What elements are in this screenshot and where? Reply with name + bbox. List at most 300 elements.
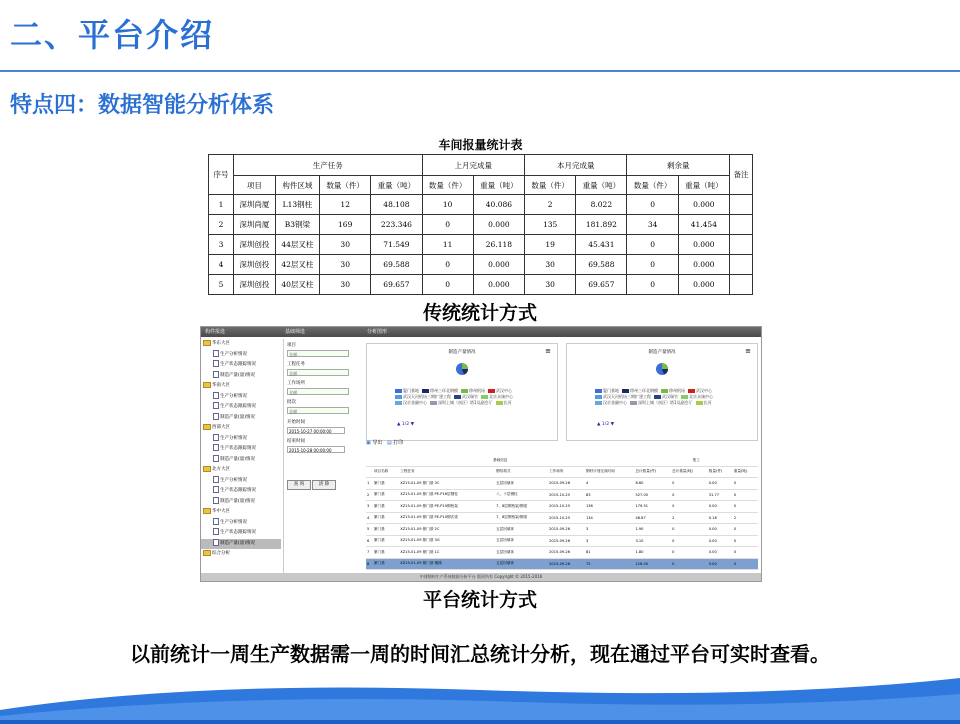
col-group-production-task: 生产任务 — [234, 155, 423, 176]
task-select[interactable]: 全部 — [287, 369, 349, 376]
table-cell: 40.086 — [473, 195, 524, 215]
grid-cell: 0 — [671, 489, 708, 501]
tree-leaf-node[interactable] — [201, 434, 281, 445]
legend-item[interactable] — [430, 400, 493, 406]
grid-cell: 8 — [366, 558, 373, 570]
table-cell: 30 — [525, 255, 576, 275]
table-cell: 181.892 — [576, 215, 627, 235]
legend-swatch — [395, 389, 402, 393]
legend-item[interactable] — [630, 400, 693, 406]
tree-leaf-node[interactable] — [201, 371, 281, 382]
grid-cell: 五层回填体 — [495, 478, 548, 490]
pie-icon — [455, 362, 469, 376]
grid-cell: 3 — [366, 501, 373, 513]
table-cell: 0.000 — [473, 275, 524, 295]
filter-label-process: 工作场所 — [287, 381, 305, 386]
col-subheader: 重量（吨） — [678, 176, 729, 195]
tree-leaf-node[interactable] — [201, 350, 281, 361]
folder-icon — [203, 424, 211, 430]
tree-leaf-node[interactable] — [201, 528, 281, 539]
tree-node-label: 制造产量(量)情况 — [220, 540, 256, 546]
tree-node-label: 综合分析 — [212, 551, 230, 556]
tree-folder-node[interactable] — [201, 507, 281, 518]
tree-node-label: 生产分析情况 — [220, 351, 247, 357]
grid-cell: 5 — [366, 524, 373, 536]
table-cell: 深圳创投 — [234, 235, 276, 255]
grid-cell: 厦门基 — [373, 478, 399, 490]
grid-cell: 7、8层钢桁架/钢梁 — [495, 501, 548, 513]
batch-select[interactable]: 全部 — [287, 407, 349, 414]
legend-label: 武汉天河机场三期扩建工程 — [603, 394, 651, 399]
tree-leaf-node[interactable] — [201, 402, 281, 413]
tree-node-label: 生产分析情况 — [220, 393, 247, 399]
document-icon — [213, 528, 219, 535]
grid-cell: XZ15-01-09 厦门基 PE-P10钢桁架 — [399, 501, 495, 513]
data-grid — [366, 455, 758, 570]
folder-icon — [203, 508, 211, 514]
grid-cell: XZ15-01-09 厦门基 楼梯 — [399, 558, 495, 570]
document-icon — [213, 350, 219, 357]
legend-swatch — [496, 401, 503, 405]
col-subheader: 数量（件） — [422, 176, 473, 195]
clear-button[interactable]: 清 除 — [312, 480, 336, 490]
table-cell: 8.022 — [576, 195, 627, 215]
folder-icon — [203, 382, 211, 388]
grid-cell: 2015-10-25 — [548, 489, 585, 501]
grid-cell: 81 — [585, 547, 634, 559]
tree-node-label: 生产状态跟踪情况 — [220, 488, 256, 493]
table-cell: 45.431 — [576, 235, 627, 255]
legend-swatch — [595, 395, 602, 399]
col-header-remark: 备注 — [730, 155, 753, 195]
grid-cell: 厦门基 — [373, 501, 399, 513]
grid-subgroup-header: 报工 — [634, 455, 758, 466]
grid-cell: 厦门基 — [373, 489, 399, 501]
table-cell: 19 — [525, 235, 576, 255]
grid-cell: 31.77 — [708, 489, 733, 501]
grid-cell: 0 — [671, 535, 708, 547]
table-cell: L13钢柱 — [275, 195, 319, 215]
tree-node-label: 北方大区 — [212, 467, 230, 472]
process-select[interactable]: 全部 — [287, 388, 349, 395]
legend-label: 武汉中心 — [696, 388, 712, 393]
grid-cell: 2 — [733, 512, 758, 524]
filter-label-project: 项目 — [287, 343, 296, 348]
tree-node-label: 生产状态跟踪情况 — [220, 362, 256, 367]
grid-cell: 4 — [585, 478, 634, 490]
grid-cell: 3.10 — [634, 535, 671, 547]
table-cell: 0 — [627, 255, 678, 275]
tree-folder-node[interactable] — [201, 465, 281, 476]
grid-cell: 0.00 — [708, 535, 733, 547]
document-icon — [213, 371, 219, 378]
table-cell: 42层叉柱 — [275, 255, 319, 275]
table-cell: 12 — [320, 195, 371, 215]
grid-cell: 2015-09-26 — [548, 478, 585, 490]
tree-node-label: 生产分析情况 — [220, 435, 247, 441]
legend-swatch — [595, 389, 602, 393]
menu-icon[interactable]: ≡ — [745, 347, 751, 355]
table-cell: 5 — [209, 275, 234, 295]
title-divider — [0, 70, 960, 72]
table-cell: B3钢梁 — [275, 215, 319, 235]
table-cell: 0 — [422, 215, 473, 235]
col-group-remaining: 剩余量 — [627, 155, 730, 176]
grid-cell: 0 — [733, 478, 758, 490]
grid-col-header[interactable]: 数量(件) — [708, 466, 733, 478]
grid-group-header: 基础信息 — [366, 455, 634, 466]
tree-node-label: 生产状态跟踪情况 — [220, 446, 256, 451]
table-cell: 11 — [422, 235, 473, 255]
legend-label: 厦门基地 — [403, 388, 419, 393]
legend-swatch — [395, 395, 402, 399]
page-title: 二、平台介绍 — [10, 16, 215, 54]
table-cell: 0 — [627, 195, 678, 215]
grid-cell: 0 — [671, 547, 708, 559]
col-subheader: 数量（件） — [525, 176, 576, 195]
col-subheader: 构件区域 — [275, 176, 319, 195]
legend-pager[interactable]: ▲ 1/2 ▼ — [397, 422, 415, 427]
chart-legend — [395, 388, 545, 406]
legend-label: 汉京金融中心 — [603, 400, 627, 405]
legend-label: 徐州机场 — [669, 388, 685, 393]
tab-component-select[interactable]: 构件报选 — [205, 329, 226, 335]
tree-leaf-node[interactable] — [201, 518, 281, 529]
grid-cell: XZ15-01-09 厦门基 1C — [399, 547, 495, 559]
grid-row[interactable] — [366, 512, 758, 524]
grid-cell: 八、十层钢柱 — [495, 489, 548, 501]
table-cell: 71.549 — [371, 235, 422, 255]
table-row — [209, 195, 753, 215]
legend-swatch — [454, 395, 461, 399]
tree-node-label: 制造产量(量)情况 — [220, 372, 256, 378]
table-row — [209, 215, 753, 235]
table-cell: 3 — [209, 235, 234, 255]
table-cell: 深圳创投 — [234, 255, 276, 275]
table-cell — [730, 215, 753, 235]
table-cell: 深圳尚厦 — [234, 215, 276, 235]
legend-swatch — [461, 389, 468, 393]
summary-text: 以前统计一周生产数据需一周的时间汇总统计分析，现在通过平台可实时查看。 — [130, 642, 830, 666]
grid-cell: 6 — [366, 535, 373, 547]
grid-cell: 2015-10-25 — [548, 512, 585, 524]
legend-swatch — [395, 401, 402, 405]
legend-swatch — [595, 401, 602, 405]
legend-item[interactable] — [496, 400, 512, 406]
tree-node-label: 华中大区 — [212, 509, 230, 514]
table-cell: 0 — [422, 275, 473, 295]
legend-label: 徐州三环北钢模 — [630, 388, 658, 393]
table-cell: 69.657 — [371, 275, 422, 295]
tab-analysis-chart[interactable]: 分析图形 — [367, 329, 388, 335]
col-group-this-month: 本月完成量 — [525, 155, 627, 176]
tree-leaf-node[interactable] — [201, 539, 281, 550]
table-cell: 0.000 — [473, 255, 524, 275]
document-icon — [213, 497, 219, 504]
project-select[interactable]: 全部 — [287, 350, 349, 357]
grid-cell: 3 — [585, 535, 634, 547]
table-cell: 69.657 — [576, 275, 627, 295]
table-cell: 169 — [320, 215, 371, 235]
filter-label-batch: 批次 — [287, 400, 296, 405]
chart-title: 制造产量情况 — [448, 350, 476, 355]
table-cell — [730, 235, 753, 255]
table-cell: 0 — [627, 275, 678, 295]
filter-label-task: 工程任务 — [287, 362, 305, 367]
grid-row[interactable] — [366, 535, 758, 547]
col-group-last-month: 上月完成量 — [422, 155, 524, 176]
tree-leaf-node[interactable] — [201, 392, 281, 403]
table-cell: 0.000 — [678, 275, 729, 295]
document-icon — [213, 413, 219, 420]
table-caption: 车间报量统计表 — [438, 138, 523, 152]
grid-cell: 2015-09-26 — [548, 558, 585, 570]
tree-node-label: 制造产量(量)情况 — [220, 498, 256, 504]
document-icon — [213, 455, 219, 462]
legend-label: 武汉天河机场三期扩建工程 — [403, 394, 451, 399]
tree-folder-node[interactable] — [201, 549, 281, 560]
grid-cell: 0 — [671, 558, 708, 570]
tree-leaf-node[interactable] — [201, 486, 281, 497]
tree-leaf-node[interactable] — [201, 444, 281, 455]
pie-chart-panel-2 — [566, 343, 758, 441]
grid-cell: 2015-09-26 — [548, 524, 585, 536]
table-cell — [730, 255, 753, 275]
table-cell: 4 — [209, 255, 234, 275]
tree-folder-node[interactable] — [201, 423, 281, 434]
legend-swatch — [654, 395, 661, 399]
grid-col-header[interactable]: 工作场所 — [548, 466, 585, 478]
table-cell — [730, 195, 753, 215]
grid-cell: 0 — [671, 501, 708, 513]
table-cell: 30 — [320, 235, 371, 255]
legend-label: 武汉瑞竹 — [662, 394, 678, 399]
grid-cell: 厦门基 — [373, 547, 399, 559]
document-icon — [213, 518, 219, 525]
col-subheader: 重量（吨） — [371, 176, 422, 195]
tree-node-label: 华东大区 — [212, 341, 230, 346]
table-cell: 0.000 — [473, 215, 524, 235]
table-row — [209, 235, 753, 255]
legend-swatch — [681, 395, 688, 399]
legend-item[interactable] — [595, 400, 627, 406]
table-cell: 30 — [320, 275, 371, 295]
legend-pager[interactable]: ▲ 1/2 ▼ — [597, 422, 615, 427]
grid-cell: 8.60 — [634, 478, 671, 490]
export-button[interactable]: 导出 — [372, 440, 383, 446]
table-cell — [730, 275, 753, 295]
grid-row[interactable] — [366, 547, 758, 559]
table-cell: 0.000 — [678, 235, 729, 255]
start-time-input[interactable]: 2015-10-27 00:00:00 — [287, 427, 345, 434]
grid-cell: 0.00 — [708, 501, 733, 513]
legend-swatch — [688, 389, 695, 393]
tree-leaf-node[interactable] — [201, 360, 281, 371]
grid-cell: 厦门基 — [373, 512, 399, 524]
grid-col-header[interactable]: 钢材计划完成时间 — [585, 466, 634, 478]
grid-col-header[interactable]: 总计数量(件) — [634, 466, 671, 478]
chart-title: 制造产量情况 — [648, 350, 676, 355]
legend-label: 徐州机场 — [469, 388, 485, 393]
grid-cell: 7 — [366, 547, 373, 559]
grid-col-header[interactable]: 项目名称 — [373, 466, 399, 478]
tree-node-label: 生产分析情况 — [220, 477, 247, 483]
platform-screenshot — [200, 326, 762, 582]
legend-swatch — [488, 389, 495, 393]
grid-cell: 1.80 — [634, 547, 671, 559]
grid-cell: 116.00 — [634, 558, 671, 570]
grid-cell: 2 — [671, 512, 708, 524]
folder-icon — [203, 466, 211, 472]
grid-col-header[interactable]: 钢结构式 — [495, 466, 548, 478]
document-icon — [213, 539, 219, 546]
grid-cell: 0.00 — [708, 547, 733, 559]
grid-cell: 0 — [733, 547, 758, 559]
table-cell: 2 — [525, 195, 576, 215]
table-cell: 40层叉柱 — [275, 275, 319, 295]
table-cell: 1 — [209, 195, 234, 215]
grid-col-header[interactable]: 工程任务 — [399, 466, 495, 478]
table-cell: 0 — [422, 255, 473, 275]
app-footer: 中建钢构生产系统数据分析平台 版权所有 Copyright © 2015-2016 — [201, 573, 761, 581]
grid-cell: 0 — [671, 478, 708, 490]
grid-cell: 4 — [366, 512, 373, 524]
grid-cell: 0 — [733, 524, 758, 536]
legend-swatch — [696, 401, 703, 405]
print-button[interactable]: 打印 — [393, 440, 404, 446]
grid-cell: 179.51 — [634, 501, 671, 513]
table-cell: 30 — [320, 255, 371, 275]
grid-cell: 0.00 — [708, 558, 733, 570]
legend-label: 北京众诚中心 — [489, 394, 513, 399]
legend-item[interactable] — [696, 400, 712, 406]
tree-node-label: 生产状态跟踪情况 — [220, 530, 256, 535]
tree-folder-node[interactable] — [201, 339, 281, 350]
pie-chart-panel-1 — [366, 343, 558, 441]
filter-panel — [283, 339, 354, 575]
print-icon: ▤ — [386, 440, 392, 446]
grid-cell: 0.00 — [708, 524, 733, 536]
grid-row[interactable] — [366, 478, 758, 490]
grid-cell: XZ15-01-09 厦门基 PE-P16层钢柱 — [399, 489, 495, 501]
legend-swatch — [630, 401, 637, 405]
grid-row[interactable] — [366, 489, 758, 501]
table-cell: 44层叉柱 — [275, 235, 319, 255]
grid-row[interactable] — [366, 558, 758, 570]
grid-row[interactable] — [366, 501, 758, 513]
grid-row[interactable] — [366, 524, 758, 536]
query-button[interactable]: 查 询 — [287, 480, 311, 490]
grid-cell: 1 — [366, 478, 373, 490]
tree-leaf-node[interactable] — [201, 413, 281, 424]
grid-cell: 3 — [585, 524, 634, 536]
grid-cell: XZ15-01-09 厦门基 2C — [399, 524, 495, 536]
grid-cell: 83 — [585, 489, 634, 501]
grid-col-header[interactable]: 总计重量(吨) — [671, 466, 708, 478]
grid-cell: 134 — [585, 512, 634, 524]
legend-label: 武汉瑞竹 — [462, 394, 478, 399]
end-time-input[interactable]: 2015-10-28 00:00:00 — [287, 446, 345, 453]
col-subheader: 重量（吨） — [473, 176, 524, 195]
grid-cell: 五层回填体 — [495, 558, 548, 570]
legend-swatch — [622, 389, 629, 393]
legend-label: 深圳上城（南区）塔1及副会厅 — [438, 400, 493, 405]
col-subheader: 数量（件） — [627, 176, 678, 195]
grid-cell: 2015-09-26 — [548, 535, 585, 547]
grid-cell: 527.00 — [634, 489, 671, 501]
legend-label: 汉京金融中心 — [403, 400, 427, 405]
section-subtitle: 特点四：数据智能分析体系 — [10, 92, 275, 118]
filter-label-end: 结束时间 — [287, 439, 305, 444]
pie-icon — [655, 362, 669, 376]
grid-cell: 136 — [585, 501, 634, 513]
legend-label: 北京众诚中心 — [689, 394, 713, 399]
tree-node-label: 西部大区 — [212, 425, 230, 430]
tree-leaf-node[interactable] — [201, 476, 281, 487]
app-top-bar — [201, 327, 761, 337]
grid-cell: 五层回填体 — [495, 547, 548, 559]
document-icon — [213, 486, 219, 493]
table-cell: 0 — [627, 235, 678, 255]
document-icon — [213, 360, 219, 367]
table-cell: 41.454 — [678, 215, 729, 235]
tree-leaf-node[interactable] — [201, 497, 281, 508]
table-cell: 34 — [627, 215, 678, 235]
filter-label-start: 开始时间 — [287, 420, 305, 425]
grid-cell: 2015-10-25 — [548, 501, 585, 513]
grid-cell: 五层回填体 — [495, 535, 548, 547]
legend-item[interactable] — [395, 400, 427, 406]
table-cell: 30 — [525, 275, 576, 295]
document-icon — [213, 392, 219, 399]
tab-basic-filter[interactable]: 基础筛选 — [285, 329, 306, 335]
folder-icon — [203, 550, 211, 556]
table-row — [209, 275, 753, 295]
grid-col-header[interactable]: 重量(吨) — [733, 466, 758, 478]
grid-cell: 7、8层钢桁架/钢梁 — [495, 512, 548, 524]
table-cell: 2 — [209, 215, 234, 235]
table-cell: 10 — [422, 195, 473, 215]
grid-cell: 72 — [585, 558, 634, 570]
document-icon — [213, 444, 219, 451]
table-cell: 48.108 — [371, 195, 422, 215]
pager-text: 1/2 — [601, 422, 610, 427]
table-cell: 223.346 — [371, 215, 422, 235]
grid-cell: 0 — [733, 489, 758, 501]
grid-cell: 0 — [671, 524, 708, 536]
grid-cell: XZ15-01-09 厦门基 PE-P10钢次梁 — [399, 512, 495, 524]
grid-cell: XZ15-01-09 厦门基 3C — [399, 478, 495, 490]
menu-icon[interactable]: ≡ — [545, 347, 551, 355]
tree-leaf-node[interactable] — [201, 455, 281, 466]
export-icon: ▣ — [366, 440, 371, 446]
document-icon — [213, 434, 219, 441]
table-cell: 0.000 — [678, 255, 729, 275]
grid-cell: 2015-09-26 — [548, 547, 585, 559]
tree-node-label: 生产分析情况 — [220, 519, 247, 525]
col-header-index: 序号 — [209, 155, 234, 195]
legend-swatch — [422, 389, 429, 393]
table-cell: 0.000 — [678, 195, 729, 215]
legend-label: 武汉中心 — [496, 388, 512, 393]
grid-toolbar — [366, 439, 403, 446]
legend-label: 厦门基地 — [603, 388, 619, 393]
legend-label: 徐州三环北钢模 — [430, 388, 458, 393]
tree-node-label: 制造产量(量)情况 — [220, 456, 256, 462]
folder-icon — [203, 340, 211, 346]
tree-folder-node[interactable] — [201, 381, 281, 392]
grid-cell: XZ15-01-09 厦门基 3G — [399, 535, 495, 547]
